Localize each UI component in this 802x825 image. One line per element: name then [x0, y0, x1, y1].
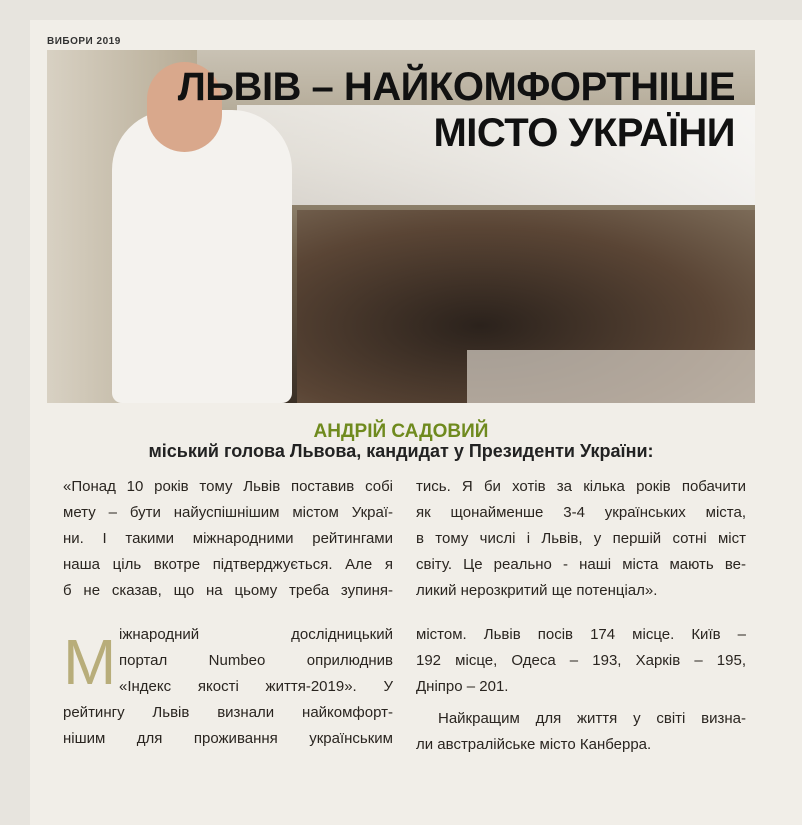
text-line: «Понад 10 років тому Львів поставив собі	[63, 478, 393, 495]
body-column-2	[416, 622, 746, 758]
quote-column-2	[416, 474, 746, 604]
author-role: міський голова Львова, кандидат у Президенти України:	[148, 441, 654, 461]
text-line: портал Numbeo оприлюднив	[119, 652, 393, 669]
quote-column-1	[63, 474, 393, 604]
text-line: мету – бути найуспішнішим містом Украї-	[63, 504, 393, 521]
section-label: ВИБОРИ 2019	[47, 36, 121, 47]
text-line: рейтингу Львів визнали найкомфорт-	[63, 704, 393, 721]
title-line-2: МІСТО УКРАЇНИ	[433, 111, 735, 155]
text-line: б не сказав, що на цьому треба зупиня-	[63, 582, 393, 599]
text-line: «Індекс якості життя-2019». У	[119, 678, 393, 695]
text-line: як щонайменше 3-4 українських міста,	[416, 504, 746, 521]
text-line: ни. І такими міжнародними рейтингами	[63, 530, 393, 547]
text-line: тись. Я би хотів за кілька років побачити	[416, 478, 746, 495]
text-line: Найкращим для життя у світі визна-	[438, 710, 746, 727]
text-line: іжнародний дослідницький	[119, 626, 393, 643]
drop-cap: М	[63, 626, 117, 698]
text-line: Дніпро – 201.	[416, 678, 509, 695]
text-line: ликий нерозкритий ще потенціал».	[416, 582, 658, 599]
text-line: 192 місце, Одеса – 193, Харків – 195,	[416, 652, 746, 669]
article-title	[178, 64, 735, 156]
title-line-1: ЛЬВІВ – НАЙКОМФОРТНІШЕ	[177, 65, 735, 109]
text-line: наша ціль вкотре підтверджується. Але я	[63, 556, 393, 573]
text-line: в тому числі і Львів, у першій сотні міст	[416, 530, 746, 547]
photo-table	[467, 350, 755, 403]
text-line: ли австралійське місто Канберра.	[416, 736, 652, 753]
article-photo	[47, 50, 755, 403]
text-line: містом. Львів посів 174 місце. Київ –	[416, 626, 746, 643]
quote-author: АНДРІЙ САДОВИЙ	[313, 421, 489, 442]
text-line: світу. Це реально - наші міста мають ве-	[416, 556, 746, 573]
text-line: нішим для проживання українським	[63, 730, 393, 747]
body-column-1	[63, 622, 393, 752]
